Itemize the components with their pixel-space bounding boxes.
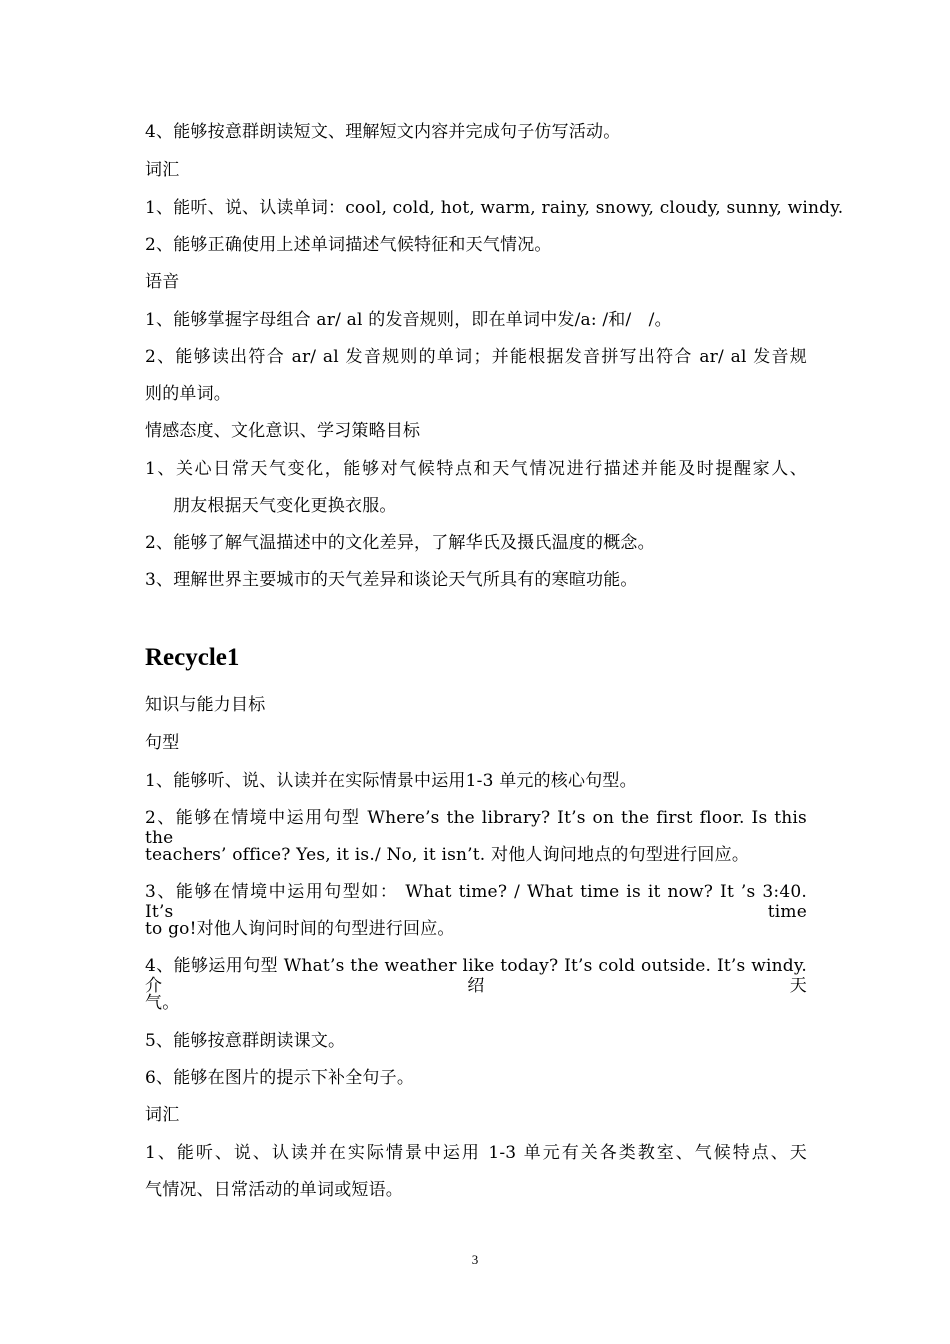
subheading-knowledge: 知识与能力目标 <box>145 695 266 715</box>
text-line: 1、能听、说、认读并在实际情景中运用 1-3 单元有关各类教室、气候特点、天 <box>145 1143 807 1163</box>
section-title: Recycle1 <box>145 644 240 671</box>
text-line: 1、关心日常天气变化，能够对气候特点和天气情况进行描述并能及时提醒家人、 <box>145 459 807 479</box>
text-line: 1、能够掌握字母组合 ar/ al 的发音规则，即在单词中发/a: /和/ /。 <box>145 310 672 330</box>
text-line: 2、能够在情境中运用句型 Where’s the library? It’s on the first floor. Is this the <box>145 808 807 848</box>
subheading-phonics: 语音 <box>145 272 180 292</box>
text-line: 3、理解世界主要城市的天气差异和谈论天气所具有的寒暄功能。 <box>145 570 638 590</box>
subheading-sentences: 句型 <box>145 733 180 753</box>
text-line: to go!对他人询问时间的句型进行回应。 <box>145 919 455 939</box>
text-line: 2、能够正确使用上述单词描述气候特征和天气情况。 <box>145 235 552 255</box>
text-line: 朋友根据天气变化更换衣服。 <box>173 496 397 516</box>
text-line: 气情况、日常活动的单词或短语。 <box>145 1180 403 1200</box>
text-line: 3、能够在情境中运用句型如： What time? / What time is it now? It ’s 3:40. It’s time <box>145 882 807 922</box>
text-line: teachers’ office? Yes, it is./ No, it isn’t. 对他人询问地点的句型进行回应。 <box>145 845 750 865</box>
text-line: 1、能听、说、认读单词：cool, cold, hot, warm, rainy, snowy, cloudy, sunny, windy. <box>145 198 844 218</box>
subheading-vocabulary: 词汇 <box>145 160 180 180</box>
text-line: 4、能够运用句型 What’s the weather like today? It’s cold outside. It’s windy.介绍天 <box>145 956 807 996</box>
text-line: 1、能够听、说、认读并在实际情景中运用1-3 单元的核心句型。 <box>145 771 637 791</box>
page-number: 3 <box>471 1252 479 1267</box>
subheading-goals: 情感态度、文化意识、学习策略目标 <box>145 421 421 441</box>
text-line: 气。 <box>145 993 180 1013</box>
text-line: 则的单词。 <box>145 384 231 404</box>
text-line: 4、能够按意群朗读短文、理解短文内容并完成句子仿写活动。 <box>145 122 621 142</box>
text-line: 6、能够在图片的提示下补全句子。 <box>145 1068 415 1088</box>
text-line: 2、能够读出符合 ar/ al 发音规则的单词；并能根据发音拼写出符合 ar/ al 发音规 <box>145 347 807 367</box>
text-line: 5、能够按意群朗读课文。 <box>145 1031 346 1051</box>
text-line: 2、能够了解气温描述中的文化差异，了解华氏及摄氏温度的概念。 <box>145 533 655 553</box>
subheading-vocabulary: 词汇 <box>145 1105 180 1125</box>
